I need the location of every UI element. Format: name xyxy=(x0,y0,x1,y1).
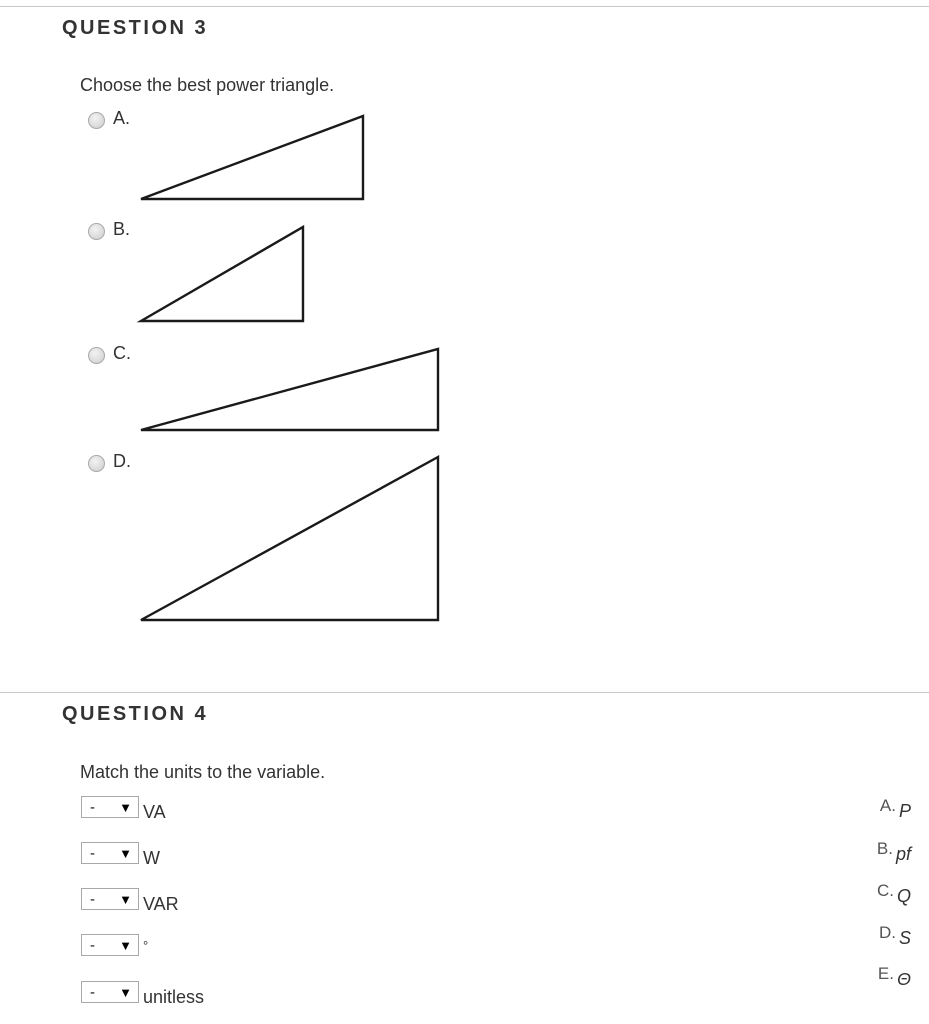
match-row-w xyxy=(81,843,160,873)
dropdown-arrow-icon: ▼ xyxy=(119,984,132,1000)
option-a-label: A. xyxy=(113,107,131,128)
answer-c-letter: C. xyxy=(876,881,894,900)
unit-label-var: VAR xyxy=(143,894,179,914)
option-c-triangle-image xyxy=(130,342,450,440)
unit-label-unitless: unitless xyxy=(143,987,205,1007)
unit-label-degree: ° xyxy=(143,938,149,953)
match-select-var-value: - xyxy=(90,890,95,908)
answer-e-symbol: Θ xyxy=(896,969,911,989)
answer-a xyxy=(879,795,911,821)
answer-b xyxy=(876,838,911,864)
match-select-degree-value: - xyxy=(90,936,95,954)
match-select-va-value: - xyxy=(90,798,95,816)
option-d-triangle-image xyxy=(130,449,450,631)
answer-c xyxy=(876,880,911,906)
dropdown-arrow-icon: ▼ xyxy=(119,845,132,861)
answer-d-symbol: S xyxy=(898,928,911,948)
match-select-degree[interactable] xyxy=(81,934,139,956)
dropdown-arrow-icon: ▼ xyxy=(119,799,132,815)
answer-d-letter: D. xyxy=(878,923,896,942)
option-a-radio[interactable] xyxy=(88,112,105,129)
answer-a-letter: A. xyxy=(879,796,896,815)
option-d-radio[interactable] xyxy=(88,455,105,472)
option-d-label: D. xyxy=(113,450,131,471)
question-3-title: QUESTION 3 xyxy=(62,17,209,39)
match-select-va[interactable] xyxy=(81,796,139,818)
unit-label-w: W xyxy=(143,848,160,868)
option-b-triangle-image xyxy=(130,220,315,330)
dropdown-arrow-icon: ▼ xyxy=(119,891,132,907)
question-4-title: QUESTION 4 xyxy=(62,703,209,725)
question-4-divider xyxy=(0,692,929,693)
option-c[interactable] xyxy=(88,341,131,365)
match-select-unitless[interactable] xyxy=(81,981,139,1003)
option-b[interactable] xyxy=(88,217,130,241)
option-a[interactable] xyxy=(88,106,130,130)
option-a-triangle-image xyxy=(130,108,375,210)
option-c-label: C. xyxy=(113,342,131,363)
answer-e-letter: E. xyxy=(877,964,894,983)
unit-label-va: VA xyxy=(143,802,166,822)
answer-c-symbol: Q xyxy=(896,886,911,906)
match-row-var xyxy=(81,889,179,919)
top-divider xyxy=(0,6,929,7)
question-3-prompt: Choose the best power triangle. xyxy=(80,75,335,95)
answer-e xyxy=(877,963,911,989)
answer-b-letter: B. xyxy=(876,839,893,858)
match-row-degree xyxy=(81,935,148,965)
match-select-var[interactable] xyxy=(81,888,139,910)
answer-a-symbol: P xyxy=(898,801,911,821)
match-row-va xyxy=(81,797,166,827)
match-select-unitless-value: - xyxy=(90,983,95,1001)
dropdown-arrow-icon: ▼ xyxy=(119,937,132,953)
answer-d xyxy=(878,922,911,948)
option-b-label: B. xyxy=(113,218,131,239)
answer-b-symbol: pf xyxy=(895,844,911,864)
match-select-w-value: - xyxy=(90,844,95,862)
question-4-prompt: Match the units to the variable. xyxy=(80,762,326,782)
option-c-radio[interactable] xyxy=(88,347,105,364)
match-row-unitless xyxy=(81,982,204,1012)
option-b-radio[interactable] xyxy=(88,223,105,240)
option-d[interactable] xyxy=(88,449,131,473)
match-select-w[interactable] xyxy=(81,842,139,864)
